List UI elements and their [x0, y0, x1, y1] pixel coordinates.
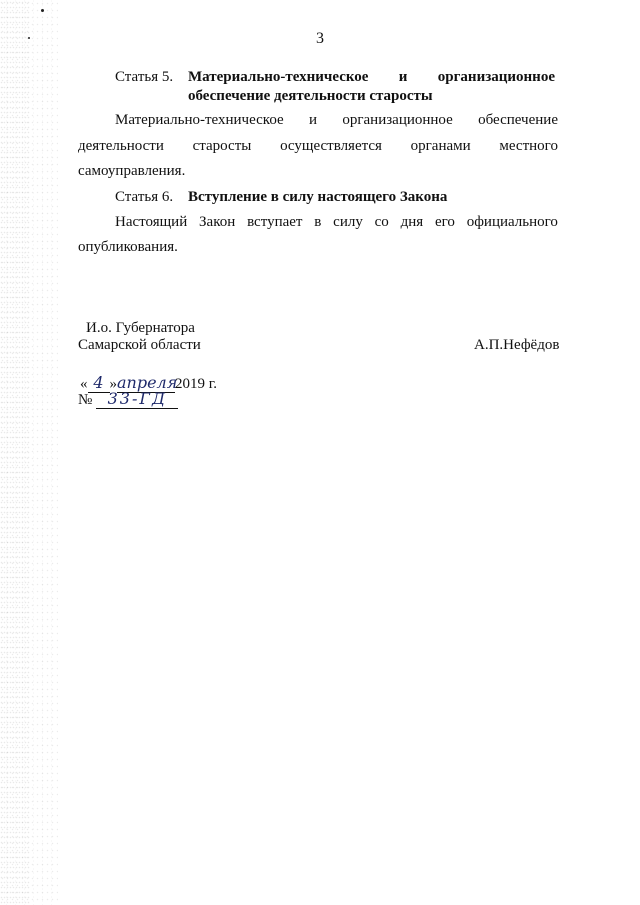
article5-title-line2: обеспечение деятельности старосты: [188, 88, 433, 104]
law-number: [78, 389, 178, 409]
body-word: Закон: [199, 214, 236, 230]
body-word: обеспечение: [478, 112, 558, 128]
date-day-handwritten: 4: [88, 373, 110, 393]
date-month-handwritten: апреля: [117, 373, 178, 392]
article6-label: Статья 6.: [115, 189, 174, 205]
date-open-quote: «: [80, 376, 88, 392]
body-word: силу: [333, 214, 363, 230]
body-word: дня: [400, 214, 424, 230]
body-word: вступает: [247, 214, 303, 230]
article6-title: Вступление в силу настоящего Закона: [188, 189, 448, 205]
signatory-position-line1: И.о. Губернатора: [86, 320, 195, 336]
date-year: 2019 г.: [175, 376, 217, 392]
body-word: старосты: [192, 138, 252, 154]
body-word: организационное: [342, 112, 453, 128]
body-word: официального: [466, 214, 558, 230]
article6-body-line1: [115, 214, 558, 231]
article5-title-word: организационное: [437, 69, 555, 85]
article5-title-word: Материально-техническое: [188, 69, 369, 85]
article5-body-line1: [115, 112, 558, 129]
body-word: осуществляется: [280, 138, 382, 154]
article6-body-line2: опубликования.: [78, 239, 178, 255]
signatory-name: А.П.Нефёдов: [474, 337, 560, 353]
body-word: Настоящий: [115, 214, 188, 230]
article5-label: Статья 5.: [115, 69, 174, 85]
article5-body-line3: самоуправления.: [78, 163, 186, 179]
law-number-handwritten: 33-ГД: [96, 389, 178, 409]
number-sign: №: [78, 392, 93, 408]
scan-speck: [41, 9, 44, 12]
body-word: в: [314, 214, 322, 230]
body-word: местного: [499, 138, 558, 154]
article5-title-word: и: [398, 69, 408, 85]
article5-body-line2: [78, 138, 558, 155]
page-number: 3: [316, 30, 324, 47]
body-word: и: [309, 112, 318, 128]
scan-noise-edge: [0, 0, 30, 905]
signatory-position-line2: Самарской области: [78, 337, 201, 353]
body-word: органами: [410, 138, 471, 154]
body-word: деятельности: [78, 138, 164, 154]
body-word: Материально-техническое: [115, 112, 284, 128]
article5-title-line1: [188, 69, 555, 86]
body-word: его: [434, 214, 455, 230]
date-close-quote: »: [109, 376, 117, 392]
body-word: со: [374, 214, 389, 230]
